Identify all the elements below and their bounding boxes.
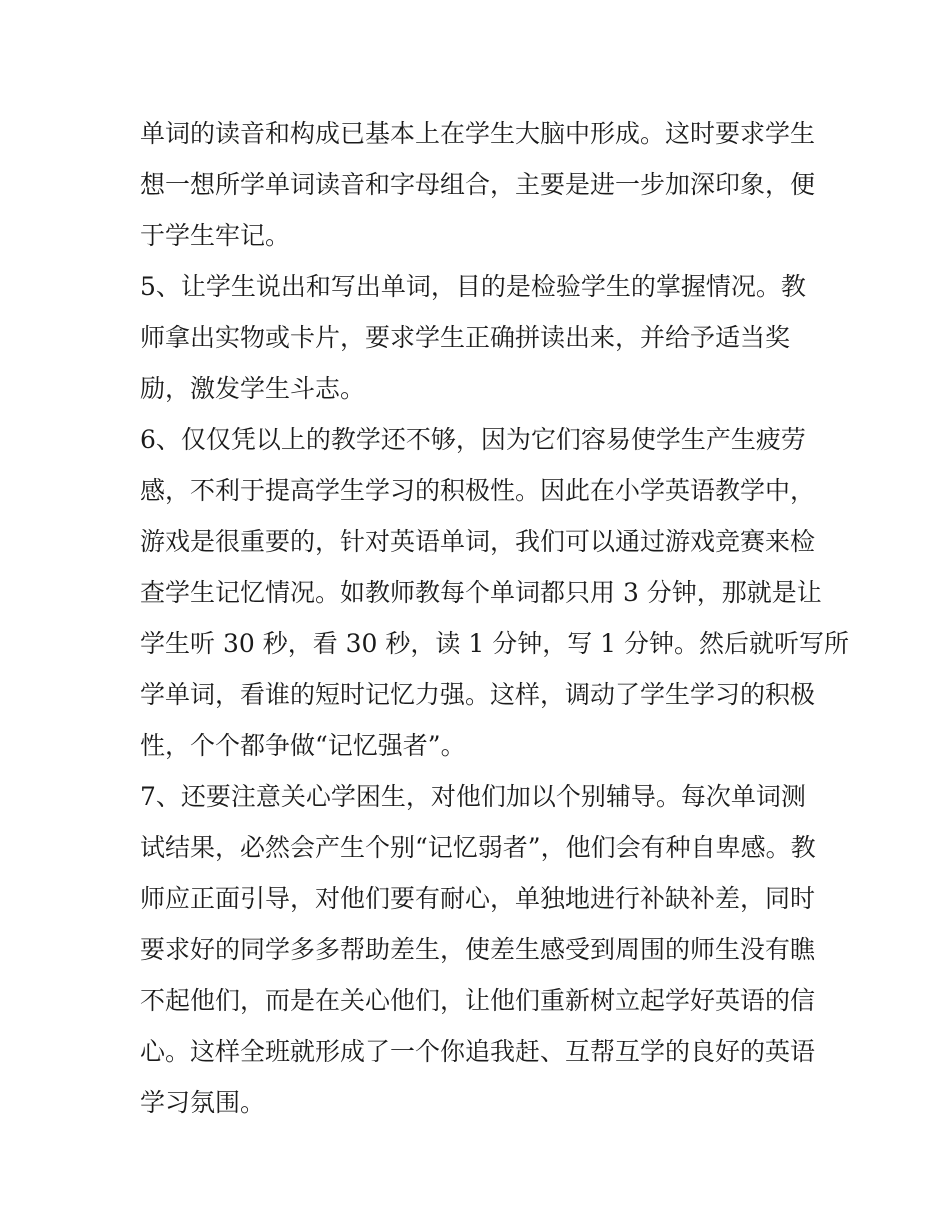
text-line: 性，个个都争做“记忆强者”。: [140, 731, 466, 760]
text-line: 要求好的同学多多帮助差生，使差生感受到周围的师生没有瞧: [140, 935, 816, 964]
document-page: [140, 108, 850, 1128]
text-line: 不起他们，而是在关心他们，让他们重新树立起学好英语的信: [140, 986, 816, 1015]
text-line: 想一想所学单词读音和字母组合，主要是进一步加深印象，便: [140, 170, 816, 199]
text-line: 游戏是很重要的，针对英语单词，我们可以通过游戏竞赛来检: [140, 527, 816, 556]
text-line: 单词的读音和构成已基本上在学生大脑中形成。这时要求学生: [140, 119, 816, 148]
text-line: 5、让学生说出和写出单词，目的是检验学生的掌握情况。教: [140, 272, 806, 301]
text-line: 励，激发学生斗志。: [140, 374, 366, 403]
text-line: 学习氛围。: [140, 1088, 266, 1117]
text-line: 查学生记忆情况。如教师教每个单词都只用 3 分钟，那就是让: [140, 578, 822, 607]
text-line: 试结果，必然会产生个别“记忆弱者”，他们会有种自卑感。教: [140, 833, 816, 862]
text-line: 学单词，看谁的短时记忆力强。这样，调动了学生学习的积极: [140, 680, 816, 709]
text-line: 师应正面引导，对他们要有耐心，单独地进行补缺补差，同时: [140, 884, 816, 913]
text-line: 师拿出实物或卡片，要求学生正确拼读出来，并给予适当奖: [140, 323, 791, 352]
text-line: 6、仅仅凭以上的教学还不够，因为它们容易使学生产生疲劳: [140, 425, 806, 454]
text-line: 学生听 30 秒，看 30 秒，读 1 分钟，写 1 分钟。然后就听写所: [140, 629, 850, 658]
text-line: 7、还要注意关心学困生，对他们加以个别辅导。每次单词测: [140, 782, 806, 811]
text-line: 心。这样全班就形成了一个你追我赶、互帮互学的良好的英语: [140, 1037, 816, 1066]
text-line: 感，不利于提高学生学习的积极性。因此在小学英语教学中，: [140, 476, 816, 505]
text-line: 于学生牢记。: [140, 221, 291, 250]
